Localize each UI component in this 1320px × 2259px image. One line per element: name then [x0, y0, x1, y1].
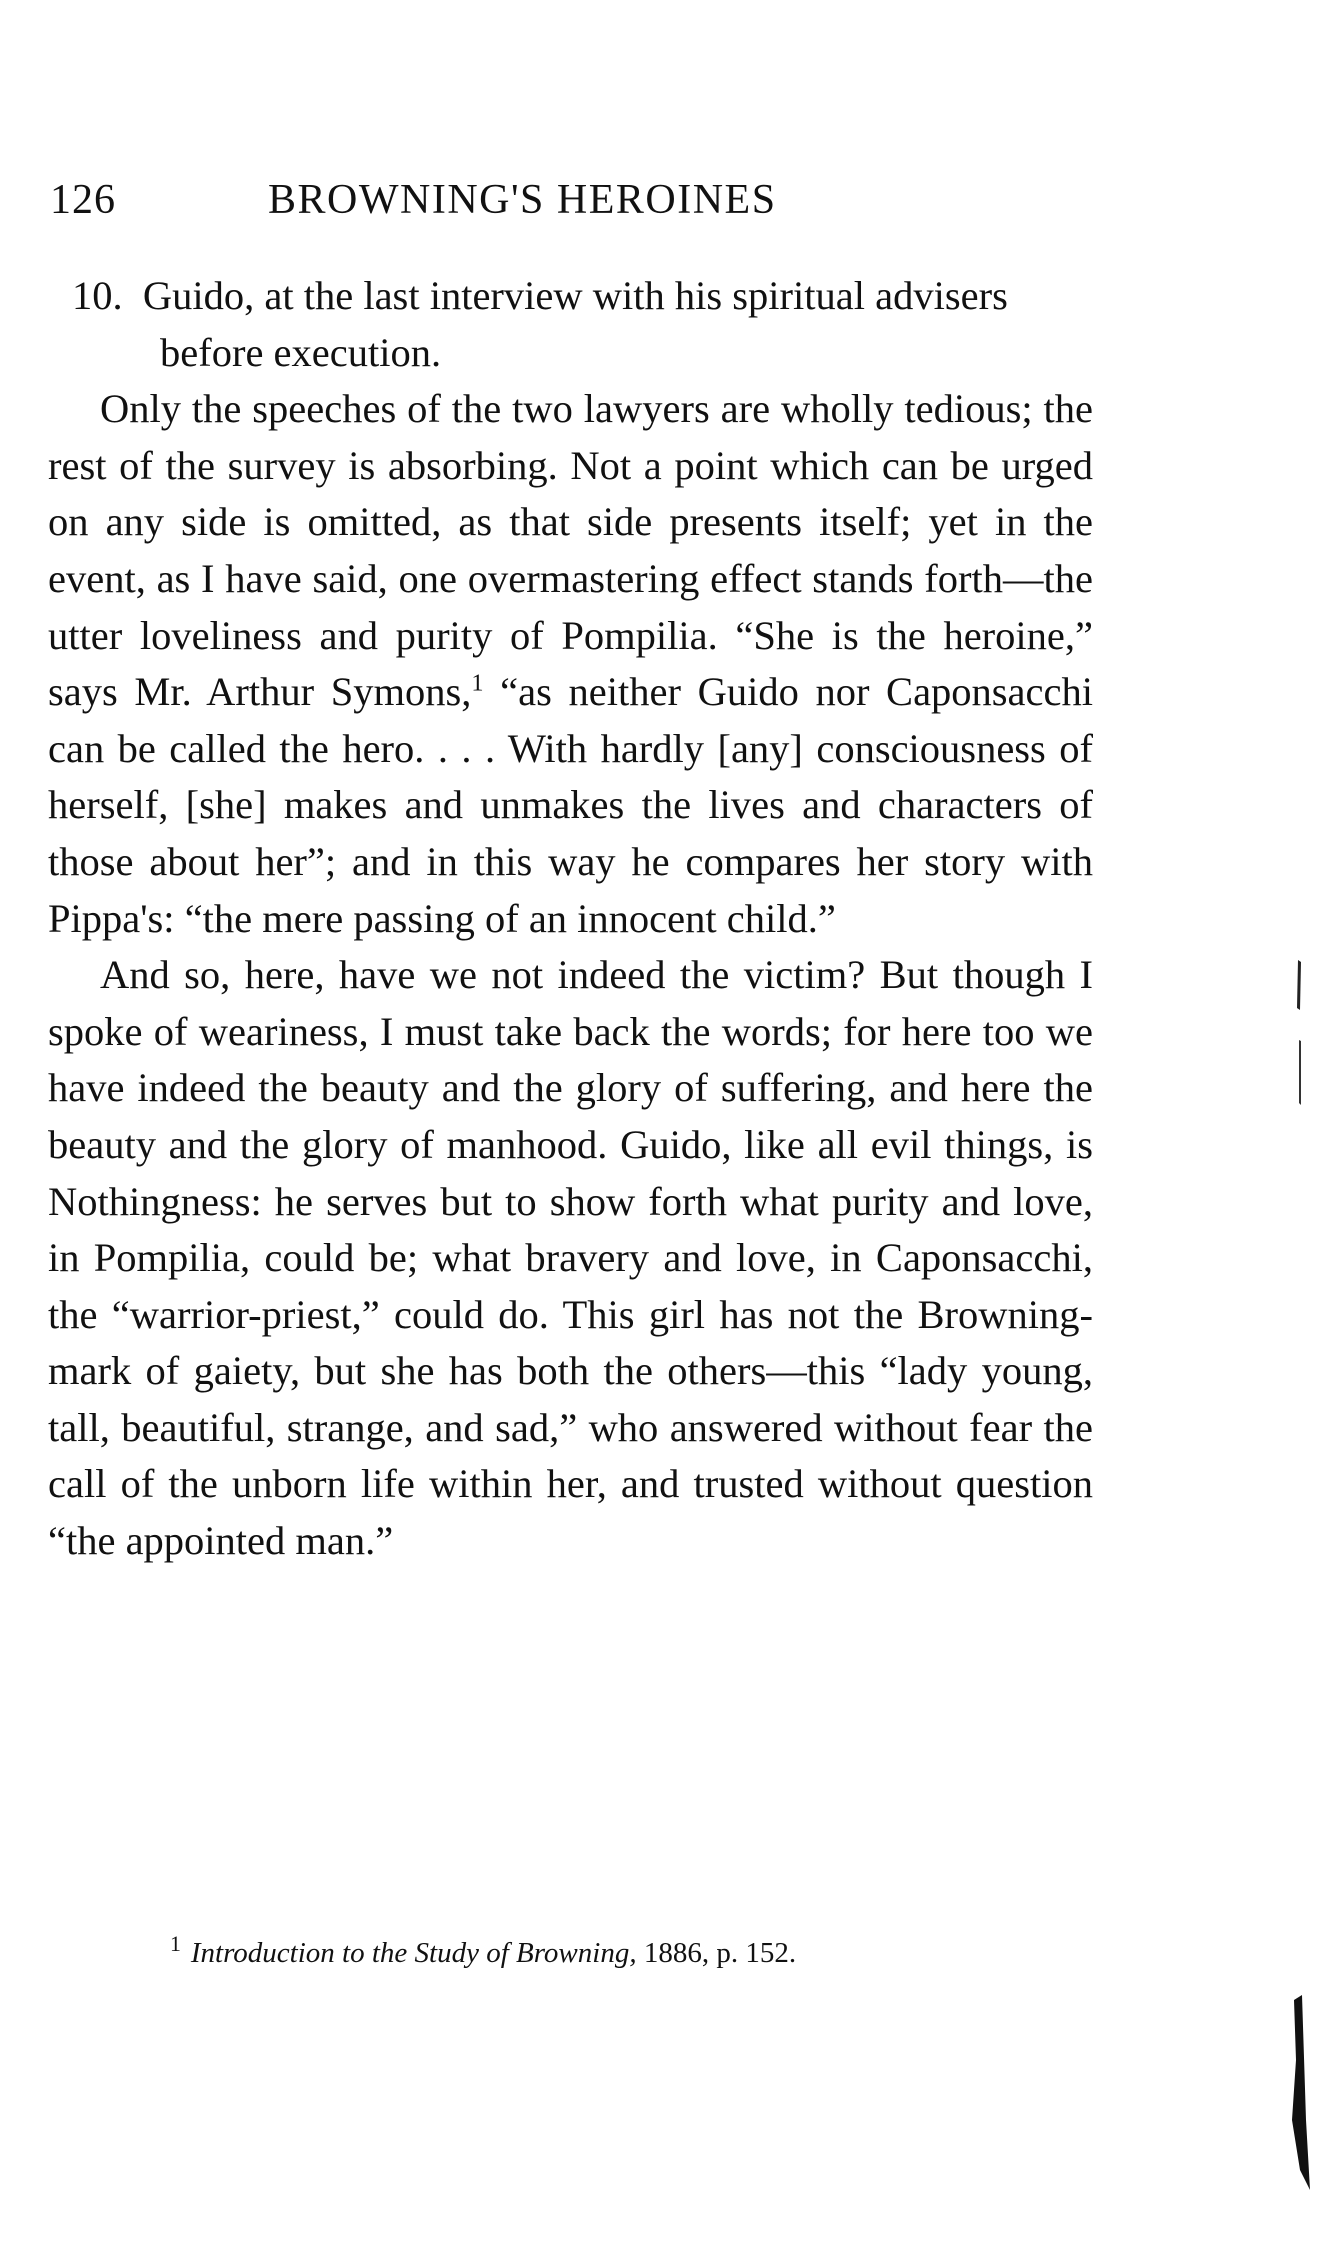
footnote-marker: 1 [170, 1932, 181, 1957]
list-item-text: Guido, at the last interview with his spiritual advisers before execution. [142, 273, 1008, 375]
page-number: 126 [50, 177, 116, 223]
footnote-title: Introduction to the Study of Browning, [190, 1937, 637, 1969]
footnote [170, 1932, 1070, 1971]
running-header [50, 176, 1100, 236]
edge-mark-lower [1292, 1995, 1310, 2190]
running-title: BROWNING'S HEROINES [268, 177, 777, 223]
edge-mark-middle [1299, 1040, 1301, 1105]
edge-mark-upper [1297, 960, 1301, 1010]
paragraph-1-part-2: “as neither Guido nor Caponsacchi can be called the hero. . . . With hardly [any] consciousness of herself, [she] makes and unmakes the lives and characters of those about her”; and in this way he compares her story with Pippa's: “the mere passing of an innocent child.” [48, 669, 1093, 941]
footnote-citation: 1886, p. 152. [636, 1937, 797, 1969]
paragraph-2-text: And so, here, have we not indeed the victim? But though I spoke of weariness, I must take back the words; for here too we have indeed the beauty and the glory of suffering, and here the beauty and the glory of manhood. Guido, like all evil things, is Nothingness: he serves but to show forth what purity and love, in Pompilia, could be; what bravery and love, in Caponsacchi, the “warrior-priest,” could do. This girl has not the Browning-mark of gaiety, but she has both the others—this “lady young, tall, beautiful, strange, and sad,” who answered without fear the call of the unborn life within her, and trusted without question “the appointed man.” [48, 952, 1093, 1564]
paragraph-1-part-1: Only the speeches of the two lawyers are wholly tedious; the rest of the survey is absorbing. Not a point which can be urged on any side is omitted, as that side presents itself; yet in the event, as I have said, one overmastering effect stands forth—the utter loveliness and purity of Pompilia. “She is the heroine,” says Mr. Arthur Symons, [48, 386, 1093, 715]
list-item [48, 268, 1093, 381]
list-item-number: 10. [72, 273, 123, 318]
paragraph-1 [48, 381, 1093, 947]
body-text [48, 268, 1093, 1570]
paragraph-2 [48, 947, 1093, 1570]
footnote-reference: 1 [471, 669, 484, 697]
scan-edge-shadow [1280, 0, 1320, 2259]
